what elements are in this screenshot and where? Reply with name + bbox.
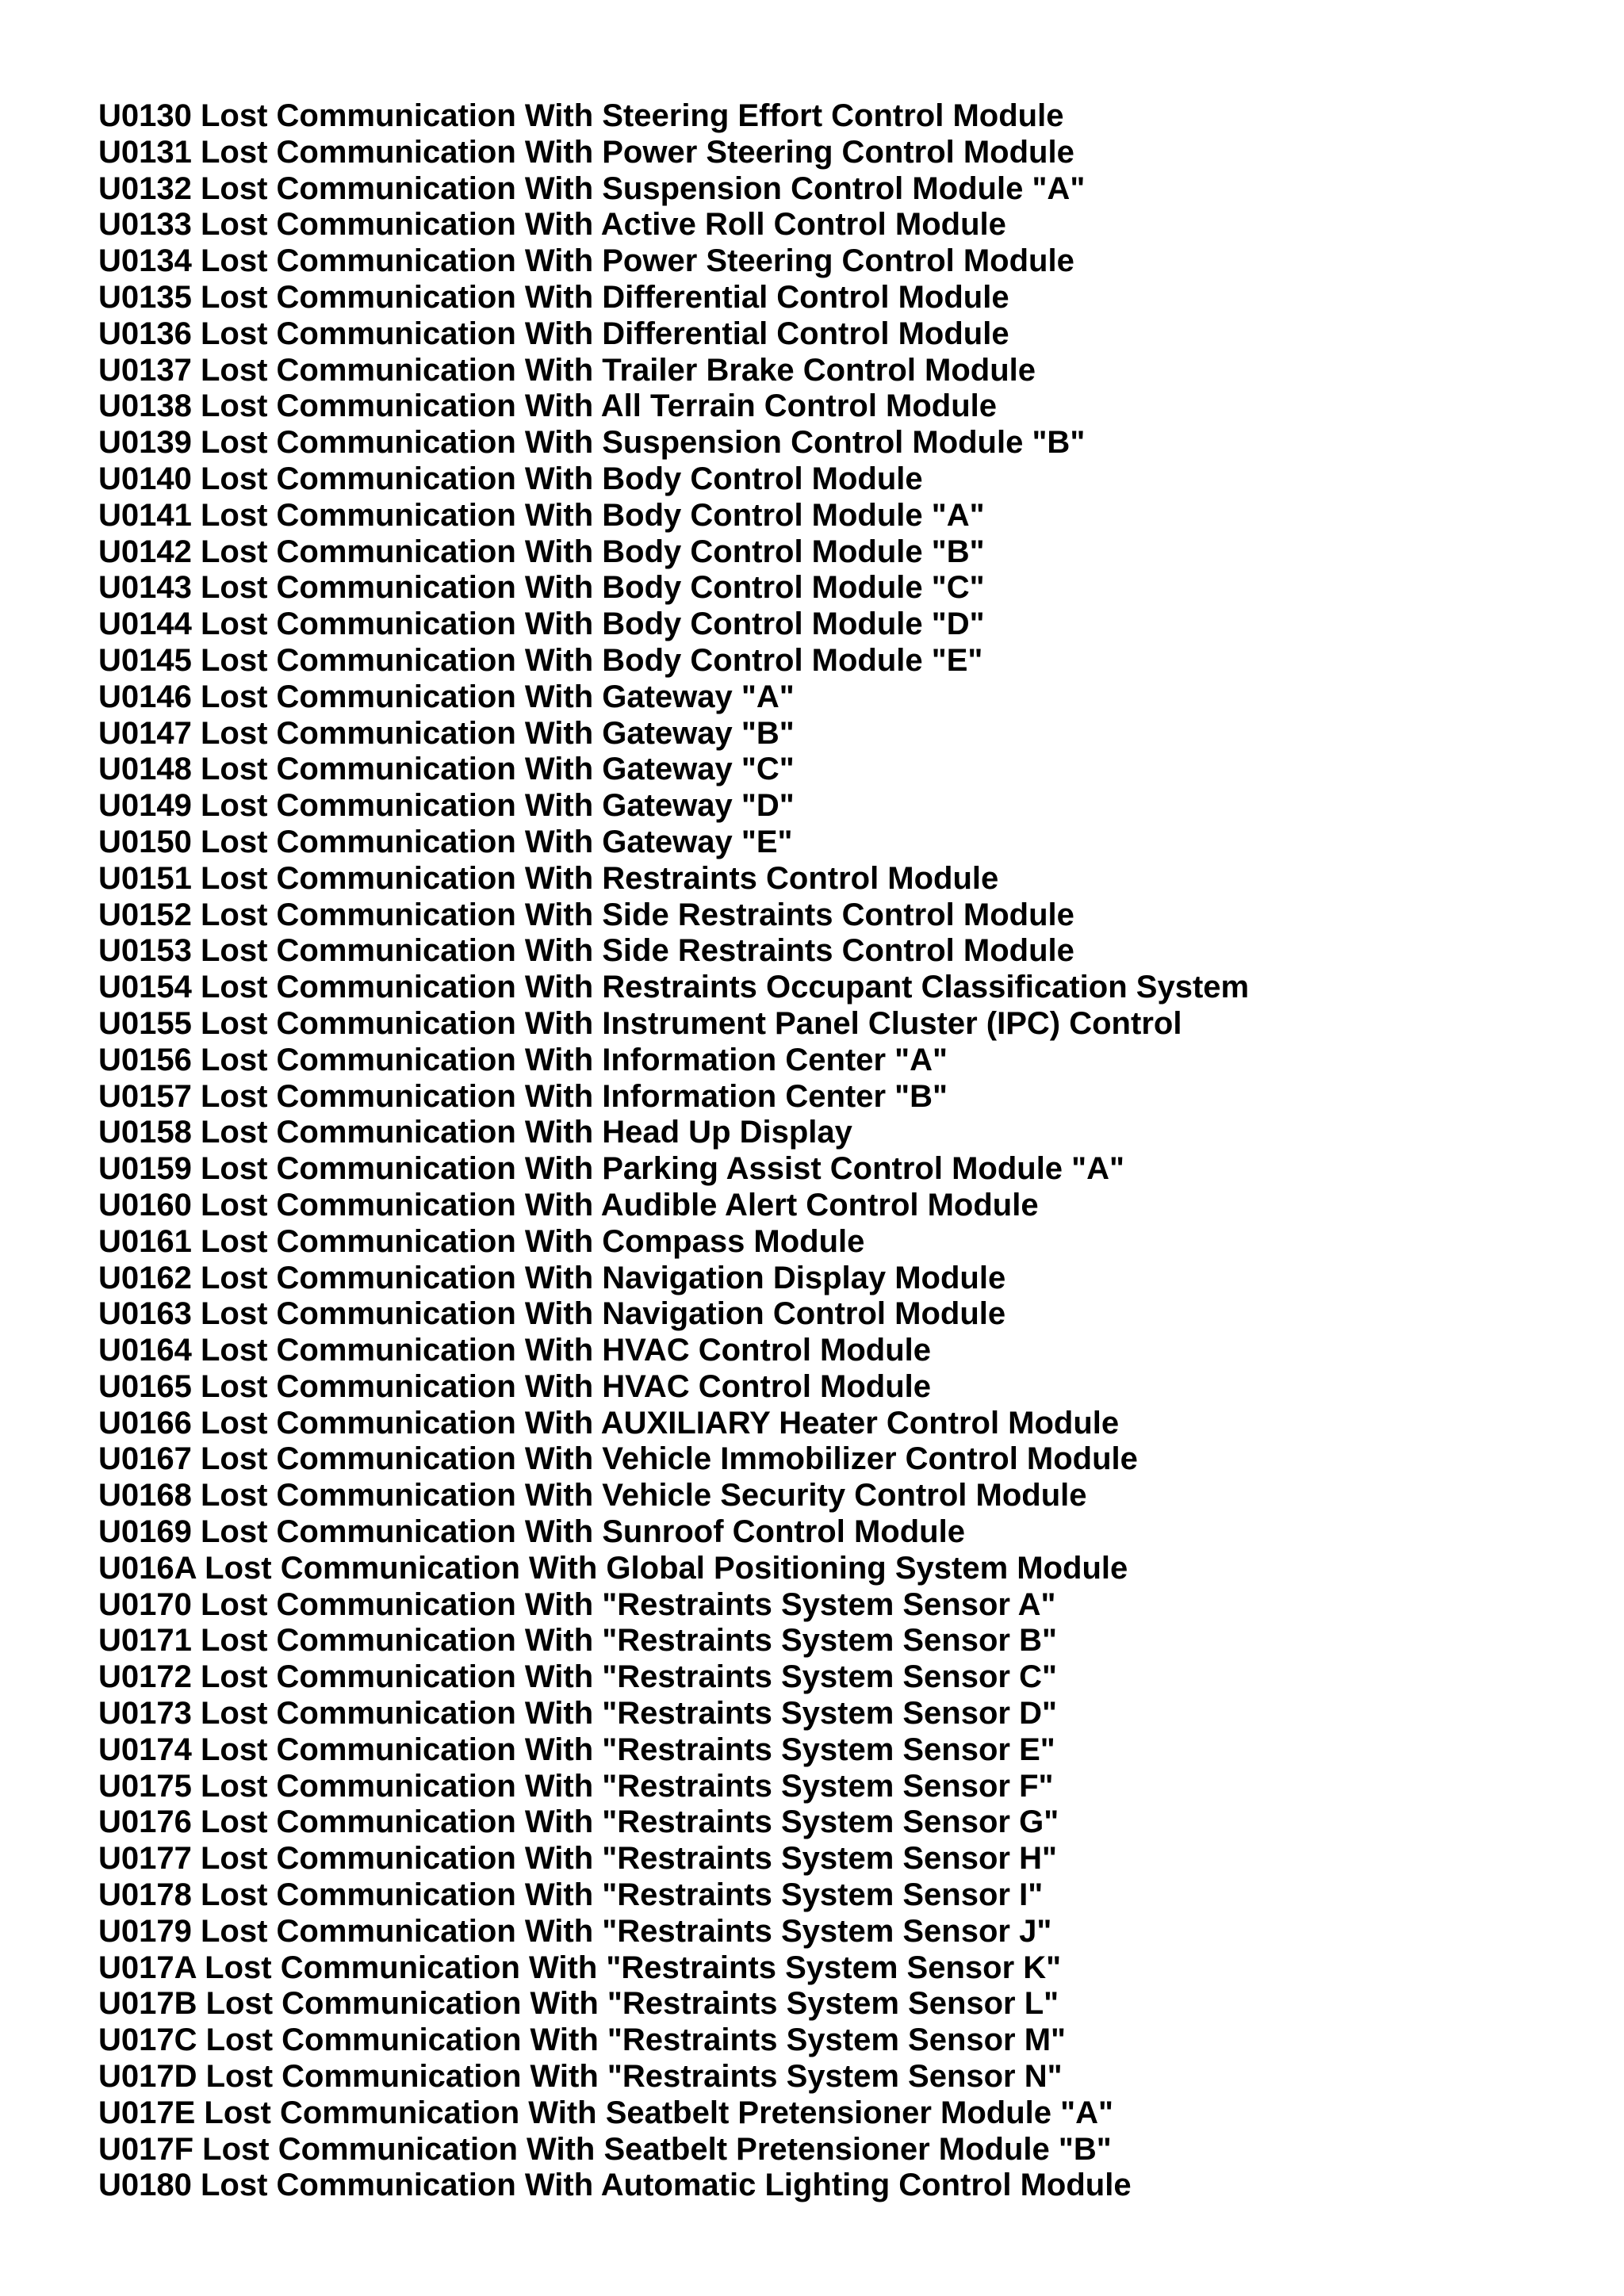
code-line: U0139 Lost Communication With Suspension Control Module "B" <box>98 425 1086 461</box>
code-line: U0153 Lost Communication With Side Restraints Control Module <box>98 933 1074 969</box>
code-line: U0142 Lost Communication With Body Control Module "B" <box>98 534 985 569</box>
code-line: U0180 Lost Communication With Automatic Lighting Control Module <box>98 2168 1132 2203</box>
code-line: U0168 Lost Communication With Vehicle Security Control Module <box>98 1478 1087 1513</box>
code-line: U0163 Lost Communication With Navigation Control Module <box>98 1296 1006 1332</box>
code-line: U017D Lost Communication With "Restraints System Sensor N" <box>98 2059 1063 2095</box>
dtc-code-list <box>98 98 1249 2204</box>
code-line: U0159 Lost Communication With Parking Assist Control Module "A" <box>98 1151 1124 1187</box>
code-line: U0176 Lost Communication With "Restraints System Sensor G" <box>98 1804 1059 1840</box>
code-line: U0144 Lost Communication With Body Control Module "D" <box>98 607 985 642</box>
code-line: U0179 Lost Communication With "Restraints System Sensor J" <box>98 1913 1052 1949</box>
code-line: U017F Lost Communication With Seatbelt Pretensioner Module "B" <box>98 2131 1112 2167</box>
code-line: U0167 Lost Communication With Vehicle Immobilizer Control Module <box>98 1441 1138 1477</box>
code-line: U0173 Lost Communication With "Restraints System Sensor D" <box>98 1696 1057 1732</box>
code-line: U0145 Lost Communication With Body Control Module "E" <box>98 642 983 678</box>
code-line: U0130 Lost Communication With Steering Effort Control Module <box>98 98 1064 133</box>
code-line: U017B Lost Communication With "Restraints System Sensor L" <box>98 1986 1059 2022</box>
code-line: U0140 Lost Communication With Body Control Module <box>98 461 923 496</box>
code-line: U0147 Lost Communication With Gateway "B" <box>98 715 795 751</box>
code-line: U0149 Lost Communication With Gateway "D" <box>98 788 795 824</box>
code-line: U017E Lost Communication With Seatbelt Pretensioner Module "A" <box>98 2095 1113 2130</box>
code-line: U0150 Lost Communication With Gateway "E" <box>98 824 793 859</box>
code-line: U0171 Lost Communication With "Restraints System Sensor B" <box>98 1623 1057 1659</box>
code-line: U0160 Lost Communication With Audible Alert Control Module <box>98 1187 1039 1223</box>
code-line: U0164 Lost Communication With HVAC Control Module <box>98 1333 932 1368</box>
code-line: U0161 Lost Communication With Compass Module <box>98 1223 865 1259</box>
code-line: U0158 Lost Communication With Head Up Display <box>98 1115 852 1150</box>
code-line: U017C Lost Communication With "Restraints System Sensor M" <box>98 2022 1067 2058</box>
code-line: U0138 Lost Communication With All Terrain Control Module <box>98 388 998 424</box>
code-line: U0134 Lost Communication With Power Steering Control Module <box>98 243 1074 279</box>
code-line: U0155 Lost Communication With Instrument Panel Cluster (IPC) Control <box>98 1005 1182 1041</box>
code-line: U0143 Lost Communication With Body Control Module "C" <box>98 570 985 606</box>
code-line: U0136 Lost Communication With Differential Control Module <box>98 316 1009 351</box>
code-line: U0141 Lost Communication With Body Control Module "A" <box>98 497 985 533</box>
code-line: U0135 Lost Communication With Differential Control Module <box>98 279 1009 315</box>
code-line: U0166 Lost Communication With AUXILIARY Heater Control Module <box>98 1405 1120 1441</box>
code-line: U0154 Lost Communication With Restraints Occupant Classification System <box>98 970 1250 1005</box>
code-line: U0146 Lost Communication With Gateway "A" <box>98 679 795 714</box>
code-line: U0137 Lost Communication With Trailer Brake Control Module <box>98 352 1036 388</box>
code-line: U0157 Lost Communication With Information Center "B" <box>98 1078 948 1114</box>
code-line: U0165 Lost Communication With HVAC Control Module <box>98 1368 932 1404</box>
code-line: U0175 Lost Communication With "Restraints System Sensor F" <box>98 1768 1054 1804</box>
code-line: U0152 Lost Communication With Side Restraints Control Module <box>98 897 1074 932</box>
code-line: U0133 Lost Communication With Active Roll Control Module <box>98 207 1006 243</box>
code-line: U0151 Lost Communication With Restraints Control Module <box>98 860 999 896</box>
code-line: U0178 Lost Communication With "Restraints System Sensor I" <box>98 1877 1044 1913</box>
code-line: U0169 Lost Communication With Sunroof Control Module <box>98 1514 965 1550</box>
code-line: U0172 Lost Communication With "Restraints System Sensor C" <box>98 1659 1057 1695</box>
code-line: U0162 Lost Communication With Navigation Display Module <box>98 1260 1006 1295</box>
code-line: U0170 Lost Communication With "Restraints System Sensor A" <box>98 1586 1056 1622</box>
code-line: U016A Lost Communication With Global Positioning System Module <box>98 1550 1128 1586</box>
code-line: U0177 Lost Communication With "Restraints System Sensor H" <box>98 1841 1057 1877</box>
code-line: U0156 Lost Communication With Information Center "A" <box>98 1042 948 1077</box>
code-line: U0148 Lost Communication With Gateway "C" <box>98 752 795 787</box>
code-line: U0132 Lost Communication With Suspension Control Module "A" <box>98 170 1086 206</box>
code-line: U017A Lost Communication With "Restraints System Sensor K" <box>98 1950 1062 1985</box>
code-line: U0131 Lost Communication With Power Steering Control Module <box>98 134 1074 170</box>
code-line: U0174 Lost Communication With "Restraints System Sensor E" <box>98 1732 1055 1767</box>
